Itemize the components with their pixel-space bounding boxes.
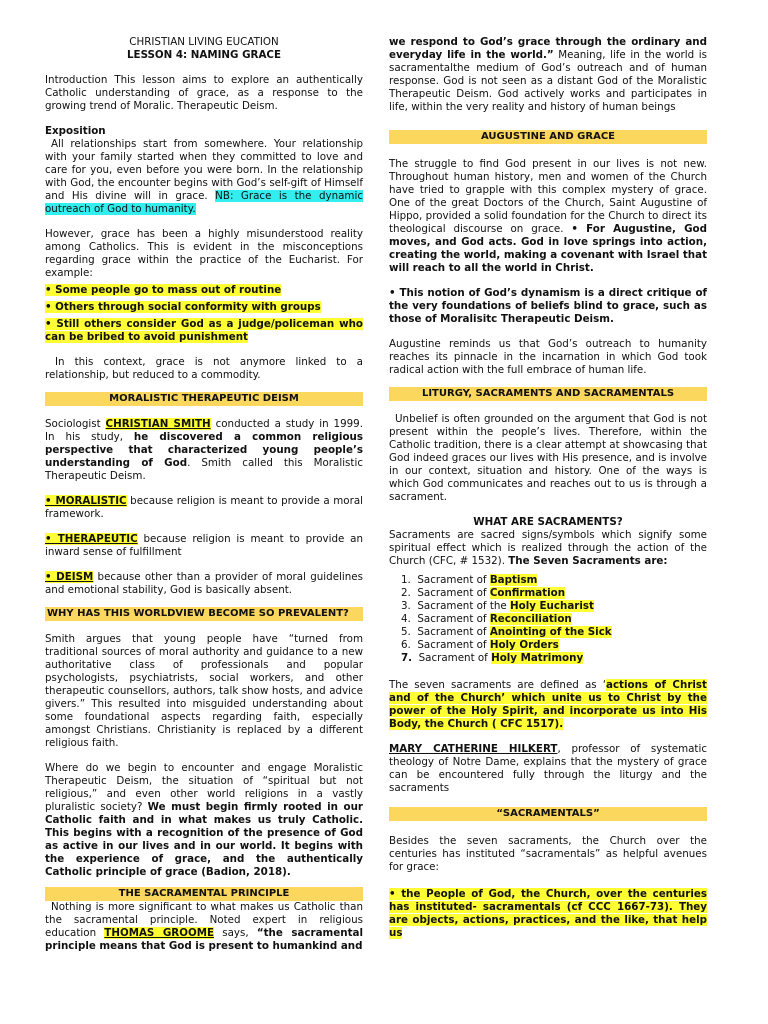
smith-argues-paragraph: Smith argues that young people have “turned from traditional sources of moral authority and guidance to a new authoritative class of professionals and popular psychologists, psychiatrists, social workers, and other therapeutic counsellors, authors, talk show hosts, and advice givers.” This resulted into misguided understanding about some foundational aspects regarding faith, especially amongst Christians. Christianity is replaced by a different religious faith. xyxy=(45,633,363,749)
right-column xyxy=(389,36,707,940)
misunderstood-paragraph: However, grace has been a highly misunderstood reality among Catholics. This is evident in the misconceptions regarding grace within the practice of the Eucharist. For example: xyxy=(45,228,363,279)
exposition-paragraph xyxy=(45,138,363,216)
list-item: 6. Sacrament of Holy Orders xyxy=(401,639,559,651)
list-item: 4. Sacrament of Reconciliation xyxy=(401,613,572,625)
mtd-item-therapeutic: • THERAPEUTIC because religion is meant to provide an inward sense of fulfillment xyxy=(45,533,363,558)
incarnation-paragraph: Augustine reminds us that God’s outreach to humanity reaches its pinnacle in the incarnation in which God took radical action with the full embrace of human life. xyxy=(389,338,707,376)
left-column xyxy=(45,36,363,953)
thomas-groome-name: THOMAS GROOME xyxy=(104,927,215,939)
bullet-item: • Some people go to mass out of routine xyxy=(45,284,282,296)
sacramental-principle-paragraph: Nothing is more significant to what makes us Catholic than the sacramental principle. Noted expert in religious education THOMAS GROOME says, “the sacramental principle means that God is present to humankind and xyxy=(45,901,363,952)
section-heading-liturgy: LITURGY, SACRAMENTS AND SACRAMENTALS xyxy=(389,387,707,401)
sacramentals-bullet: • the People of God, the Church, over the centuries has instituted- sacramentals (cf CCC 1667-73). They are objects, actions, practices, and the like, that help us xyxy=(389,888,707,939)
christian-smith-name: CHRISTIAN SMITH xyxy=(105,418,211,430)
sacraments-definition: Sacraments are sacred signs/symbols which signify some spiritual effect which is realized through the action of the Church (CFC, # 1532). The Seven Sacraments are: xyxy=(389,529,707,567)
mtd-item-deism: • DEISM because other than a provider of moral guidelines and emotional stability, God is basically absent. xyxy=(45,571,363,596)
seven-sacraments-definition: The seven sacraments are defined as ‘actions of Christ and of the Church’ which unite us to Christ by the power of the Holy Spirit, and incorporate us into His Body, the Church ( CFC 1517). xyxy=(389,679,707,730)
list-item: 2. Sacrament of Confirmation xyxy=(401,587,566,599)
augustine-paragraph: The struggle to find God present in our lives is not new. Throughout human history, men and women of the Church have tried to grapple with this complex mystery of grace. One of the great Doctors of the Church, Saint Augustine of Hippo, provided a solid foundation for the Church to direct its theological discourse on grace. • For Augustine, God moves, and God acts. God in love springs into action, creating the world, making a covenant with Israel that will reach to all the world in Christ. xyxy=(389,158,708,274)
exposition-heading: Exposition xyxy=(45,125,106,137)
what-are-sacraments-heading: WHAT ARE SACRAMENTS? xyxy=(473,516,623,528)
intro-paragraph: Introduction This lesson aims to explore an authentically Catholic understanding of grace, as a response to the growing trend of Moralic. Therapeutic Deism. xyxy=(45,74,363,112)
nb-highlight: NB: Grace is the dynamic outreach of God to humanity. xyxy=(45,190,363,215)
section-heading-mtd: MORALISTIC THERAPEUTIC DEISM xyxy=(45,392,363,406)
list-item: 7. Sacrament of Holy Matrimony xyxy=(401,652,584,664)
list-item: 3. Sacrament of the Holy Eucharist xyxy=(401,600,594,612)
commodity-paragraph: In this context, grace is not anymore linked to a relationship, but reduced to a commodity. xyxy=(45,356,363,381)
sacraments-list xyxy=(389,574,707,665)
section-heading-sacramental-principle: THE SACRAMENTAL PRINCIPLE xyxy=(45,887,363,901)
bullet-item: • Still others consider God as a judge/policeman who can be bribed to avoid punishment xyxy=(45,318,363,343)
hilkert-name: MARY CATHERINE HILKERT xyxy=(389,743,558,755)
section-heading-augustine: AUGUSTINE AND GRACE xyxy=(389,130,707,144)
course-title: CHRISTIAN LIVING EUCATION xyxy=(129,36,279,48)
hilkert-paragraph: MARY CATHERINE HILKERT, professor of systematic theology of Notre Dame, explains that the mystery of grace can be encountered fully through the liturgy and the sacraments xyxy=(389,743,707,794)
sacramentals-paragraph: Besides the seven sacraments, the Church over the centuries has instituted “sacramentals” as helpful avenues for grace: xyxy=(389,835,707,873)
unbelief-paragraph: Unbelief is often grounded on the argument that God is not present within the people’s lives. Therefore, within the Catholic tradition, there is a clear attempt at showcasing that God indeed graces our lives with His presence, and is involve in our context, situation and history. One of the ways is which God communicates and reaches out to us is through a sacrament. xyxy=(389,413,707,503)
section-heading-sacramentals: “SACRAMENTALS” xyxy=(389,807,707,821)
dynamism-paragraph: • This notion of God’s dynamism is a direct critique of the very foundations of beliefs blind to grace, such as those of Moralisitc Therapeutic Deism. xyxy=(389,287,707,325)
smith-paragraph: Sociologist CHRISTIAN SMITH conducted a study in 1999. In his study, he discovered a common religious perspective that characterized young people’s understanding of God. Smith called this Moralistic Therapeutic Deism. xyxy=(45,418,364,482)
bullet-item: • Others through social conformity with groups xyxy=(45,301,321,313)
exposition-text: All relationships start from somewhere. Your relationship with your family started when they committed to love and care for you, even before you were born. In the relationship with God, the encounter begins with God’s self-gift of Himself and His divine will in grace. xyxy=(45,138,363,202)
where-begin-paragraph: Where do we begin to encounter and engage Moralistic Therapeutic Deism, the situation of “spiritual but not religious,” and even other world religions in a vastly pluralistic society? We must begin firmly rooted in our Catholic faith and in what makes us truly Catholic. This begins with a recognition of the presence of God as active in our lives and in our world. It begins with the experience of grace, and the authentically Catholic principle of grace (Badion, 2018). xyxy=(45,762,363,878)
list-item: 5. Sacrament of Anointing of the Sick xyxy=(401,626,612,638)
mtd-item-moralistic: • MORALISTIC because religion is meant to provide a moral framework. xyxy=(45,495,363,520)
lesson-title: LESSON 4: NAMING GRACE xyxy=(126,49,282,61)
section-heading-prevalent: WHY HAS THIS WORLDVIEW BECOME SO PREVALENT? xyxy=(45,607,363,621)
list-item: 1. Sacrament of Baptism xyxy=(401,574,538,586)
groome-continuation: we respond to God’s grace through the ordinary and everyday life in the world.” Meaning, life in the world is sacramentalthe medium of God’s outreach and of human response. God is not seen as a distant God of the Moralistic Therapeutic Deism. God actively works and participates in life, within the very reality and history of human beings xyxy=(389,36,707,113)
